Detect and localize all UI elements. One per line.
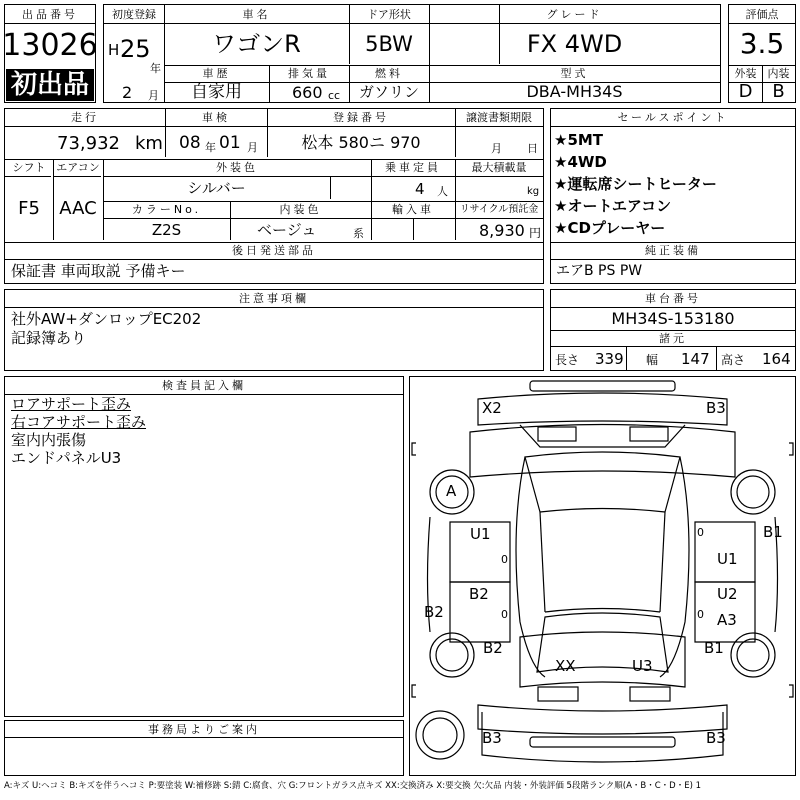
length: 339 bbox=[595, 350, 624, 368]
mark-rear-right: B3 bbox=[706, 729, 726, 747]
inspector-line: 右コアサポート歪み bbox=[11, 413, 147, 431]
rear-gate bbox=[520, 632, 685, 687]
color-no-label: カラーNo. bbox=[131, 203, 202, 216]
plate: 松本 580ニ 970 bbox=[301, 132, 421, 152]
wheel-rear-left-inner bbox=[436, 639, 468, 671]
score: 3.5 bbox=[739, 27, 785, 60]
front-bumper-top bbox=[530, 381, 675, 391]
chassis-box bbox=[550, 289, 796, 371]
headlight-right bbox=[630, 427, 668, 441]
car-name: ワゴンR bbox=[212, 30, 301, 58]
aircon-label: エアコン bbox=[56, 161, 100, 174]
max-load-unit: kg bbox=[527, 186, 540, 197]
inspection-year: 08 bbox=[179, 133, 201, 153]
door-mark: 0 bbox=[501, 608, 508, 621]
width: 147 bbox=[681, 350, 710, 368]
wheel-rear-right-inner bbox=[737, 639, 769, 671]
exterior-label: 外装 bbox=[734, 67, 757, 80]
mark-front-left-wheel: A bbox=[446, 482, 457, 500]
grade: FX 4WD bbox=[526, 30, 623, 58]
bracket-mark bbox=[412, 685, 416, 697]
roof-rear bbox=[545, 609, 660, 613]
mark-right-front-door: U1 bbox=[717, 550, 738, 568]
exterior-grade: D bbox=[738, 81, 753, 102]
hood bbox=[470, 425, 735, 478]
int-color-label: 内装色 bbox=[279, 203, 322, 216]
mark-front-right: B3 bbox=[706, 399, 726, 417]
bracket-mark bbox=[789, 443, 793, 455]
spare-wheel-inner bbox=[423, 718, 457, 752]
mark-right-rear-door2: A3 bbox=[717, 611, 737, 629]
grade-label: グレード bbox=[546, 7, 603, 21]
shift-label: シフト bbox=[12, 161, 46, 174]
inspector-line: 室内内張傷 bbox=[11, 431, 87, 449]
inspector-line: エンドパネルU3 bbox=[11, 449, 122, 467]
year-unit: 年 bbox=[150, 62, 161, 75]
fuel: ガソリン bbox=[358, 82, 419, 101]
office-box bbox=[4, 720, 404, 776]
sales-point-item: ★CDプレーヤー bbox=[554, 219, 666, 237]
mark-left-quarter: B2 bbox=[424, 603, 444, 621]
int-color: ベージュ bbox=[257, 221, 317, 239]
month-unit: 月 bbox=[148, 89, 159, 102]
chassis-label: 車台番号 bbox=[645, 292, 701, 305]
lot-number-label: 出品番号 bbox=[22, 7, 78, 21]
fuel-label: 燃料 bbox=[375, 67, 403, 80]
lot-number-box bbox=[4, 4, 96, 103]
mark-left-rear-door: B2 bbox=[469, 585, 489, 603]
inspection-month-unit: 月 bbox=[247, 141, 258, 154]
front-bumper bbox=[478, 393, 727, 425]
color-no: Z2S bbox=[151, 220, 182, 239]
year: 25 bbox=[120, 35, 151, 63]
car-diagram-box bbox=[409, 376, 796, 776]
door: 5BW bbox=[365, 31, 413, 56]
mark-right-rear-quarter: B1 bbox=[704, 639, 724, 657]
height-label: 高さ bbox=[721, 353, 746, 367]
model: DBA-MH34S bbox=[526, 82, 623, 101]
mark-right-rear-door: U2 bbox=[717, 585, 738, 603]
sales-point-item: ★オートエアコン bbox=[554, 197, 672, 215]
recycle: 8,930 bbox=[479, 221, 525, 240]
transfer-day-unit: 日 bbox=[527, 142, 538, 155]
capacity: 4 bbox=[415, 180, 425, 198]
history-label: 車歴 bbox=[202, 67, 231, 80]
headlight-left bbox=[538, 427, 576, 441]
hood-line bbox=[520, 425, 685, 447]
int-color-unit: 系 bbox=[353, 227, 364, 240]
header-main bbox=[103, 4, 721, 103]
roof-left bbox=[540, 512, 545, 612]
sales-points-box bbox=[550, 108, 796, 284]
inspector-line: ロアサポート歪み bbox=[11, 395, 132, 413]
import-label: 輸入車 bbox=[392, 203, 434, 216]
door-mark: 0 bbox=[697, 526, 704, 539]
rear-bumper bbox=[478, 705, 727, 734]
inspection-year-unit: 年 bbox=[205, 141, 216, 154]
first-reg-label: 初度登録 bbox=[112, 7, 156, 21]
wheel-front-right-inner bbox=[737, 476, 769, 508]
equipment: エアB PS PW bbox=[556, 263, 643, 279]
sales-point-item: ★4WD bbox=[554, 153, 607, 171]
mark-rear-left: B3 bbox=[482, 729, 502, 747]
transfer-label: 譲渡書類期限 bbox=[466, 111, 532, 124]
height: 164 bbox=[762, 350, 791, 368]
after-parts: 保証書 車両取説 予備キー bbox=[11, 262, 186, 280]
max-load-label: 最大積載量 bbox=[471, 161, 527, 174]
aircon: AAC bbox=[59, 198, 97, 219]
office-label: 事務局よりご案内 bbox=[148, 722, 260, 736]
taillight-left bbox=[538, 687, 578, 701]
notes-label: 注意事項欄 bbox=[239, 292, 309, 305]
transfer-month-unit: 月 bbox=[491, 142, 502, 155]
sales-points-label: セールスポイント bbox=[617, 111, 729, 124]
mark-rear-glass-right: U3 bbox=[632, 657, 653, 675]
mark-left-rear-quarter: B2 bbox=[483, 639, 503, 657]
width-label: 幅 bbox=[646, 353, 659, 367]
car-diagram bbox=[410, 377, 795, 775]
plate-label: 登録番号 bbox=[333, 111, 389, 124]
inspector-label: 検査員記入欄 bbox=[162, 379, 246, 392]
displacement-label: 排気量 bbox=[288, 67, 330, 80]
mileage: 73,932 bbox=[57, 133, 120, 154]
mileage-unit: km bbox=[135, 133, 163, 154]
legend: A:キズ U:ヘコミ B:キズを伴うヘコミ P:要塗装 W:補修跡 S:錆 C:腐食、穴 G:フロントガラス点キズ XX:交換済み X:要交換 欠:欠品 内装・外装評価 5段階ランク順(A・B・C・D・E) 1 bbox=[4, 781, 702, 791]
inspector-box bbox=[4, 376, 404, 717]
mark-rear-glass-left: XX bbox=[555, 657, 576, 675]
mark-front-left: X2 bbox=[482, 399, 502, 417]
shift: F5 bbox=[18, 198, 40, 219]
interior-grade: B bbox=[772, 81, 785, 102]
score-label: 評価点 bbox=[745, 7, 779, 21]
bracket-mark bbox=[789, 685, 793, 697]
ext-color: シルバー bbox=[187, 179, 246, 197]
after-parts-label: 後日発送部品 bbox=[232, 244, 316, 257]
notes-box bbox=[4, 289, 544, 371]
mark-left-front-door: U1 bbox=[470, 525, 491, 543]
inspection-month: 01 bbox=[219, 133, 241, 153]
history: 自家用 bbox=[191, 81, 242, 102]
mark-right-front-fender: B1 bbox=[763, 523, 783, 541]
lot-number: 13026 bbox=[2, 28, 98, 63]
door-label: ドア形状 bbox=[367, 7, 411, 21]
specs-label: 諸元 bbox=[659, 331, 687, 345]
windshield bbox=[525, 452, 680, 512]
notes-line: 記録簿あり bbox=[11, 329, 87, 347]
notes-line: 社外AW+ダンロップEC202 bbox=[11, 310, 202, 328]
door-mark: 0 bbox=[501, 553, 508, 566]
recycle-label: リサイクル預託金 bbox=[459, 203, 539, 215]
score-box bbox=[728, 4, 796, 103]
chassis-number: MH34S-153180 bbox=[611, 308, 735, 328]
details-box bbox=[4, 108, 544, 284]
capacity-label: 乗車定員 bbox=[385, 161, 441, 174]
mileage-label: 走行 bbox=[71, 111, 99, 124]
car-name-label: 車名 bbox=[242, 7, 271, 21]
rear-bumper-bottom bbox=[530, 737, 675, 747]
first-listing-badge: 初出品 bbox=[6, 69, 94, 101]
recycle-unit: 円 bbox=[529, 226, 542, 240]
bracket-mark bbox=[412, 443, 416, 455]
sales-point-item: ★5MT bbox=[554, 131, 604, 149]
model-label: 型式 bbox=[560, 67, 589, 80]
interior-label: 内装 bbox=[767, 67, 790, 80]
inspection-label: 車検 bbox=[202, 111, 230, 124]
era: H bbox=[108, 41, 120, 59]
equipment-label: 純正装備 bbox=[645, 244, 701, 257]
ext-color-label: 外装色 bbox=[216, 161, 258, 174]
displacement: 660 bbox=[292, 83, 323, 102]
sales-point-item: ★運転席シートヒーター bbox=[554, 175, 717, 193]
month: 2 bbox=[122, 83, 133, 102]
length-label: 長さ bbox=[555, 353, 580, 367]
displacement-unit: cc bbox=[328, 89, 341, 102]
capacity-unit: 人 bbox=[437, 185, 448, 198]
taillight-right bbox=[630, 687, 670, 701]
roof-right bbox=[660, 512, 665, 612]
door-mark: 0 bbox=[697, 608, 704, 621]
